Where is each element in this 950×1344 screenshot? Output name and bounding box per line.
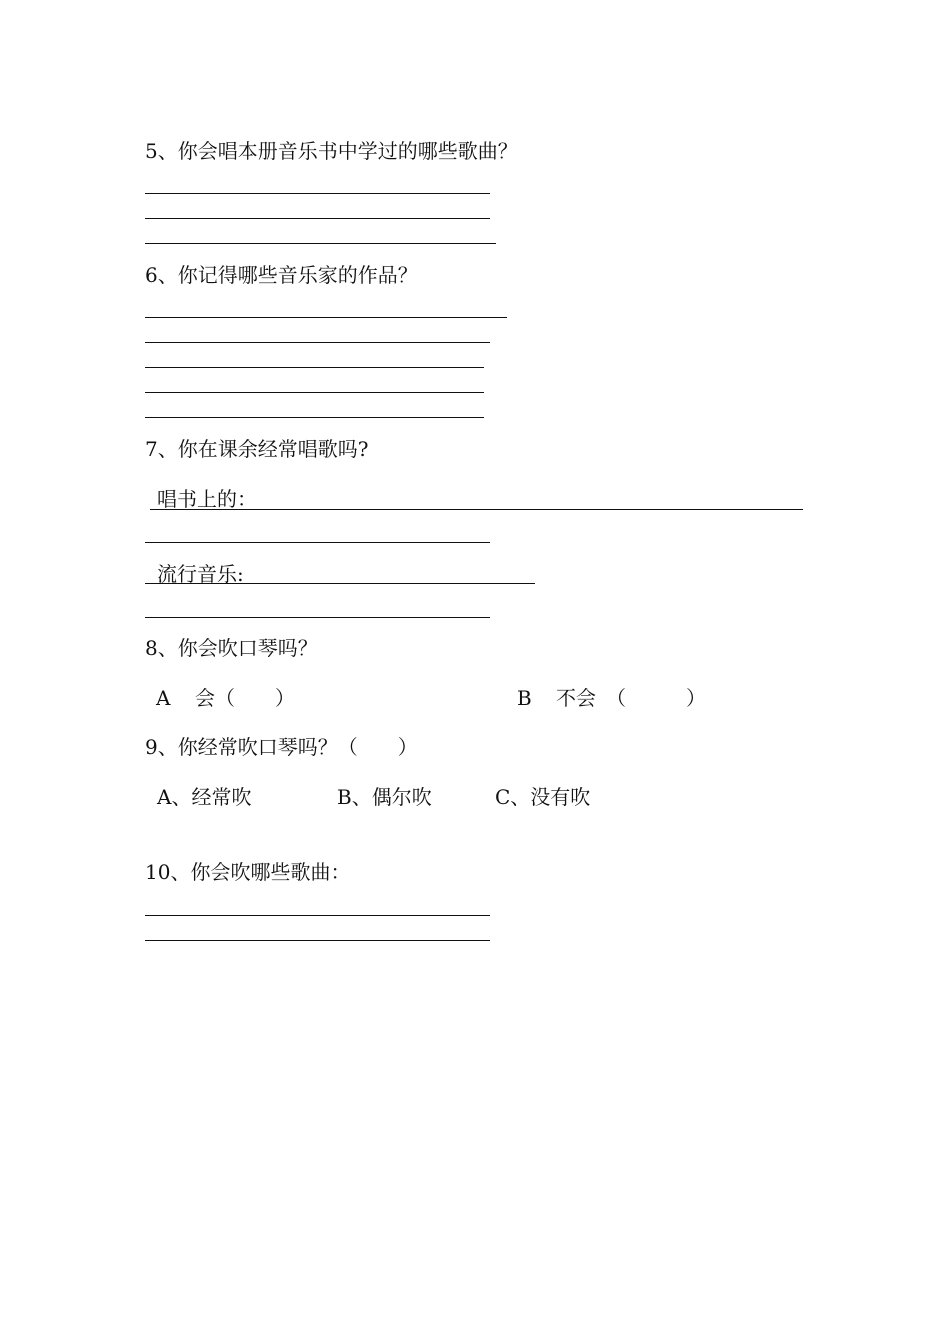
answer-line[interactable] <box>145 193 490 194</box>
answer-line[interactable] <box>145 542 490 543</box>
answer-line[interactable] <box>145 940 490 941</box>
answer-line[interactable] <box>145 218 490 219</box>
question-9: 9、你经常吹口琴吗？（ ） <box>145 735 418 759</box>
option-a-letter: A <box>156 686 171 710</box>
question-6: 6、你记得哪些音乐家的作品？ <box>145 263 418 287</box>
option-b-letter: B <box>517 686 532 710</box>
answer-line[interactable] <box>145 243 496 244</box>
answer-line[interactable] <box>145 392 484 393</box>
option-occasionally[interactable]: B、偶尔吹 <box>337 785 432 809</box>
answer-line[interactable] <box>145 367 484 368</box>
option-pop-music-label: 流行音乐: <box>157 562 244 586</box>
answer-line[interactable] <box>145 915 490 916</box>
answer-line[interactable] <box>145 342 490 343</box>
option-never[interactable]: C、没有吹 <box>495 785 591 809</box>
question-8: 8、你会吹口琴吗？ <box>145 636 318 660</box>
question-5: 5、你会唱本册音乐书中学过的哪些歌曲？ <box>145 139 518 163</box>
answer-line[interactable] <box>145 417 484 418</box>
option-often[interactable]: A、经常吹 <box>157 785 252 809</box>
option-book-songs-label: 唱书上的： <box>157 487 257 511</box>
option-a-can[interactable]: 会（ ） <box>195 686 295 710</box>
question-7: 7、你在课余经常唱歌吗? <box>145 437 369 461</box>
option-b-cannot[interactable]: 不会 （ ） <box>556 686 706 710</box>
answer-line[interactable] <box>145 317 507 318</box>
question-10: 10、你会吹哪些歌曲： <box>145 860 351 884</box>
answer-line[interactable] <box>145 617 490 618</box>
